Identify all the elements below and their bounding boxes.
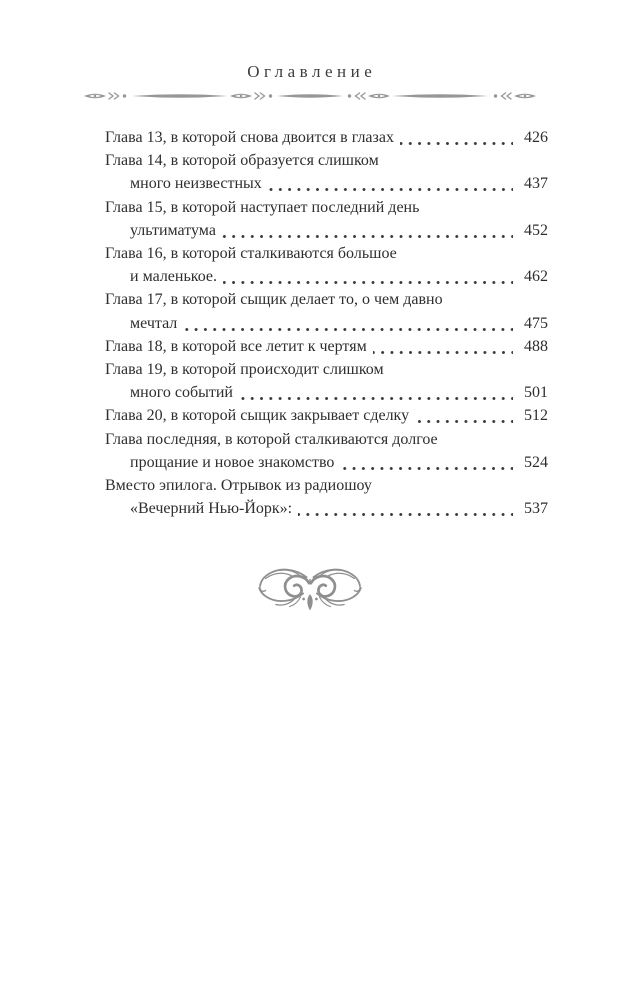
toc-entry-text: Вместо эпилога. Отрывок из радиошоу [105, 477, 372, 495]
toc-row[interactable] [105, 335, 548, 358]
page-number: 437 [524, 175, 548, 193]
dot-leader [239, 392, 513, 404]
toc-row[interactable] [105, 126, 548, 149]
page-number: 537 [524, 500, 548, 518]
page-number: 524 [524, 453, 548, 471]
dot-leader [400, 137, 513, 149]
toc-entry-text: Глава 15, в которой наступает последний день [105, 198, 420, 216]
toc-entry-text: ультиматума [130, 221, 216, 239]
dot-leader [373, 346, 513, 358]
page-number: 452 [524, 221, 548, 239]
tailpiece-flourish-icon [246, 566, 374, 614]
dot-leader [222, 230, 513, 242]
toc-entry-text: «Вечерний Нью-Йорк»: [130, 500, 293, 518]
toc-row[interactable] [105, 404, 548, 427]
page-number: 501 [524, 384, 548, 402]
dot-leader [223, 276, 513, 288]
page-number: 462 [524, 268, 548, 286]
dot-leader [298, 508, 513, 520]
toc-row[interactable] [105, 381, 548, 404]
toc-entry-text: Глава 20, в которой сыщик закрывает сделку [105, 407, 410, 425]
toc-row[interactable] [105, 312, 548, 335]
toc-entry-text: много неизвестных [130, 175, 262, 193]
toc-row[interactable] [105, 288, 548, 311]
toc-row[interactable] [105, 474, 548, 497]
toc-row[interactable] [105, 451, 548, 474]
page-number: 426 [524, 129, 548, 146]
toc-entry-text: Глава 13, в которой снова двоится в глазах [105, 129, 394, 146]
toc-entry-text: Глава последняя, в которой сталкиваются долгое [105, 430, 438, 448]
toc-entry-text: прощание и новое знакомство [130, 453, 335, 471]
toc-entry-text: Глава 14, в которой образуется слишком [105, 152, 379, 170]
toc-entry-text: Глава 19, в которой происходит слишком [105, 361, 384, 379]
dot-leader [268, 184, 513, 196]
dot-leader [415, 416, 513, 428]
dot-leader [340, 462, 513, 474]
toc-row[interactable] [105, 172, 548, 195]
ornamental-divider-icon [79, 89, 541, 103]
page-number: 488 [524, 337, 548, 355]
toc-row[interactable] [105, 196, 548, 219]
toc-row[interactable] [105, 265, 548, 288]
toc-row[interactable] [105, 428, 548, 451]
toc-row[interactable] [105, 149, 548, 172]
toc-entry-text: и маленькое. [130, 268, 218, 286]
page-number: 475 [524, 314, 548, 332]
dot-leader [183, 323, 513, 335]
toc-row[interactable] [105, 497, 548, 520]
toc-row[interactable] [105, 242, 548, 265]
toc-entry-text: мечтал [130, 314, 178, 332]
toc-entry-text: Глава 17, в которой сыщик делает то, о чем давно [105, 291, 443, 309]
toc-row[interactable] [105, 219, 548, 242]
toc-entry-text: Глава 18, в которой все летит к чертям [105, 337, 367, 355]
page-title: Оглавление [247, 62, 377, 81]
toc-entry-text: Глава 16, в которой сталкиваются большое [105, 245, 397, 263]
toc-entry-text: много событий [130, 384, 233, 402]
toc-row[interactable] [105, 358, 548, 381]
page-number: 512 [524, 407, 548, 425]
toc-list [105, 126, 548, 520]
